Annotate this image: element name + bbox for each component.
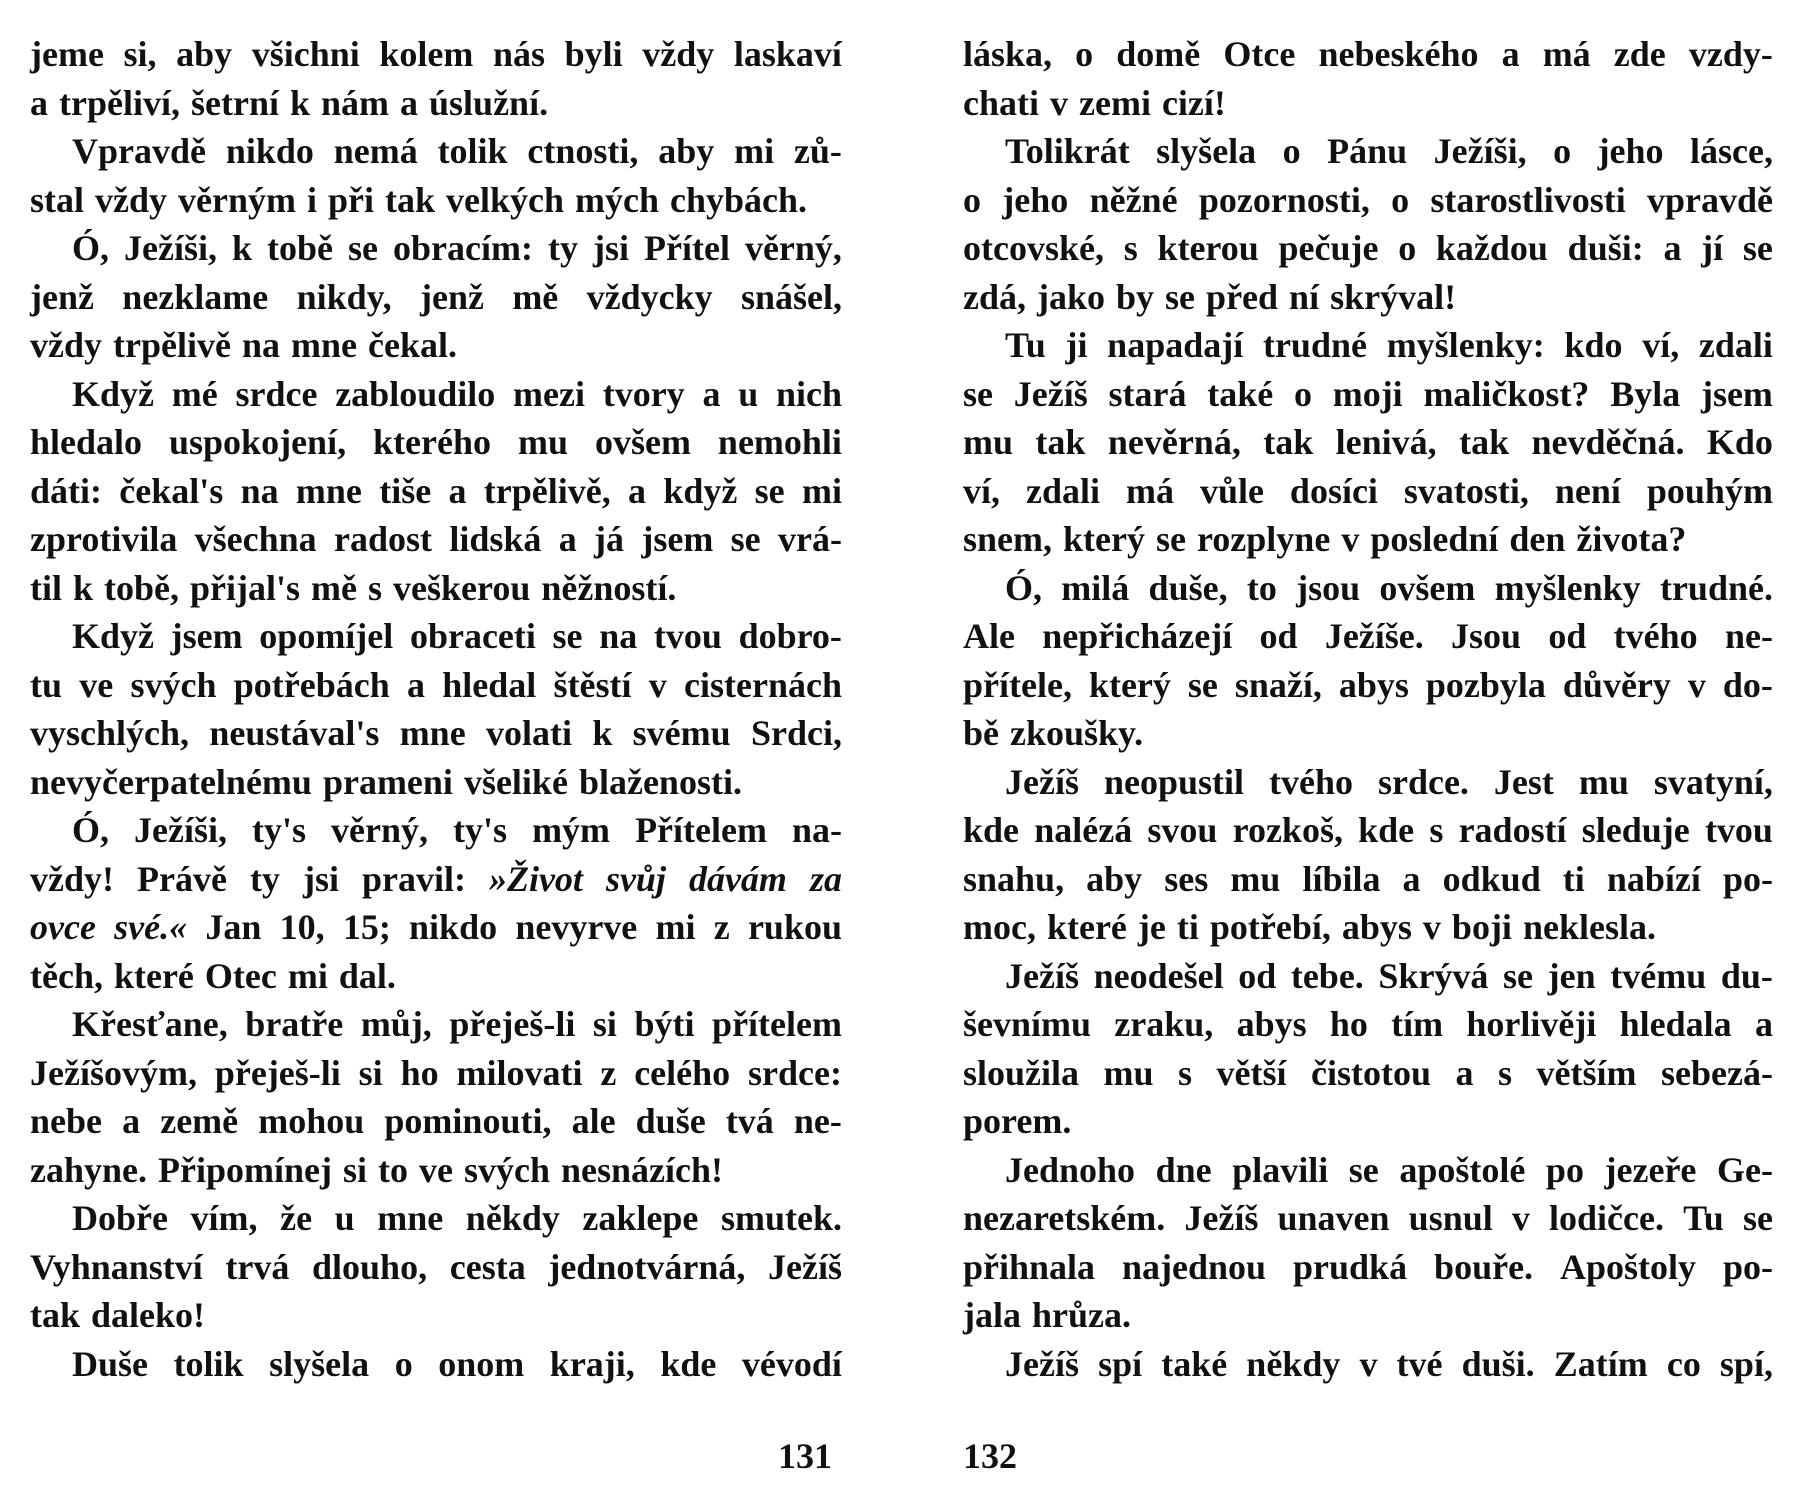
page-number-left: 131 bbox=[778, 1436, 832, 1476]
text-line: kde nalézá svou rozkoš, kde s radostí sleduje tvou bbox=[963, 810, 1773, 850]
text-line: mu tak nevěrná, tak lenivá, tak nevděčná. Kdo bbox=[963, 422, 1773, 462]
text-line: přítele, který se snaží, abys pozbyla důvěry v do- bbox=[963, 664, 1773, 705]
text-line: snem, který se rozplyne v poslední den života? bbox=[963, 519, 1687, 559]
text-line: dáti: čekal's na mne tiše a trpělivě, a když se mi bbox=[30, 470, 842, 511]
text-line: vyschlých, neustával's mne volati k svému Srdci, bbox=[30, 713, 842, 753]
text-line: ovce své.« Jan 10, 15; nikdo nevyrve mi z rukou bbox=[30, 907, 842, 947]
text-line: tak daleko! bbox=[30, 1295, 206, 1335]
text-line: Dobře vím, že u mne někdy zaklepe smutek. bbox=[72, 1198, 842, 1238]
text-line: stal vždy věrným i při tak velkých mých chybách. bbox=[30, 179, 808, 220]
text-line: Ježíš neopustil tvého srdce. Jest mu svatyní, bbox=[1005, 761, 1773, 802]
text-line: Ó, Ježíši, ty's věrný, ty's mým Přítelem na- bbox=[72, 810, 842, 850]
text-line: chati v zemi cizí! bbox=[963, 82, 1226, 123]
text-line: těch, které Otec mi dal. bbox=[30, 955, 396, 996]
text-line: jala hrůza. bbox=[963, 1295, 1131, 1335]
text-line: Ale nepřicházejí od Ježíše. Jsou od tvého ne- bbox=[963, 616, 1773, 656]
text-line: a trpěliví, šetrní k nám a úslužní. bbox=[30, 82, 549, 123]
text-line: přihnala najednou prudká bouře. Apoštoly po- bbox=[963, 1246, 1773, 1287]
text-line: Ó, milá duše, to jsou ovšem myšlenky trudné. bbox=[1005, 567, 1773, 608]
text-line: ví, zdali má vůle dosíci svatosti, není pouhým bbox=[963, 470, 1773, 511]
text-line: vždy! Právě ty jsi pravil: »Život svůj dávám za bbox=[30, 858, 842, 899]
text-line: jenž nezklame nikdy, jenž mě vždycky snášel, bbox=[30, 276, 842, 317]
text-line: jeme si, aby všichni kolem nás byli vždy laskaví bbox=[30, 34, 842, 74]
text-line: zprotivila všechna radost lidská a já jsem se vrá- bbox=[30, 519, 842, 559]
text-line: nebe a země mohou pominouti, ale duše tvá ne- bbox=[30, 1101, 842, 1141]
text-line: Jednoho dne plavili se apoštolé po jezeře Ge- bbox=[1005, 1149, 1773, 1190]
text-line: Duše tolik slyšela o onom kraji, kde vévodí bbox=[72, 1343, 842, 1384]
text-line: Ježíšovým, přeješ-li si ho milovati z celého srdce: bbox=[30, 1052, 842, 1093]
text-line: Vpravdě nikdo nemá tolik ctnosti, aby mi zů- bbox=[72, 131, 842, 171]
right-page bbox=[963, 30, 1773, 1388]
text-line: bě zkoušky. bbox=[963, 713, 1144, 753]
text-line: Když mé srdce zabloudilo mezi tvory a u nich bbox=[72, 373, 842, 414]
text-line: tu ve svých potřebách a hledal štěstí v cisternách bbox=[30, 664, 842, 705]
text-line: zahyne. Připomínej si to ve svých nesnázích! bbox=[30, 1149, 723, 1190]
page-number-right: 132 bbox=[963, 1436, 1017, 1476]
text-line: o jeho něžné pozornosti, o starostlivosti vpravdě bbox=[963, 179, 1773, 220]
text-line: Křesťane, bratře můj, přeješ-li si býti přítelem bbox=[72, 1004, 842, 1044]
text-line: vždy trpělivě na mne čekal. bbox=[30, 325, 457, 365]
text-line: nezaretském. Ježíš unaven usnul v lodičce. Tu se bbox=[963, 1198, 1773, 1238]
text-line: Tu ji napadají trudné myšlenky: kdo ví, zdali bbox=[1005, 325, 1773, 365]
text-line: láska, o domě Otce nebeského a má zde vzdy- bbox=[963, 34, 1773, 74]
text-line: Ó, Ježíši, k tobě se obracím: ty jsi Přítel věrný, bbox=[72, 228, 842, 268]
text-line: Ježíš spí také někdy v tvé duši. Zatím co spí, bbox=[1005, 1343, 1773, 1384]
text-line: otcovské, s kterou pečuje o každou duši: a jí se bbox=[963, 228, 1773, 268]
text-line: til k tobě, přijal's mě s veškerou něžností. bbox=[30, 567, 677, 608]
text-line: Když jsem opomíjel obraceti se na tvou dobro- bbox=[72, 616, 842, 656]
text-line: ševnímu zraku, abys ho tím horlivěji hledala a bbox=[963, 1004, 1773, 1044]
text-line: zdá, jako by se před ní skrýval! bbox=[963, 276, 1457, 317]
text-line: snahu, aby ses mu líbila a odkud ti nabízí po- bbox=[963, 858, 1773, 899]
text-line: moc, které je ti potřebí, abys v boji neklesla. bbox=[963, 907, 1656, 947]
left-page bbox=[30, 30, 842, 1388]
text-line: Ježíš neodešel od tebe. Skrývá se jen tvému du- bbox=[1005, 955, 1773, 996]
text-line: Vyhnanství trvá dlouho, cesta jednotvárná, Ježíš bbox=[30, 1246, 842, 1287]
text-line: se Ježíš stará také o moji maličkost? Byla jsem bbox=[963, 373, 1773, 414]
text-line: sloužila mu s větší čistotou a s větším sebezá- bbox=[963, 1052, 1773, 1093]
text-line: porem. bbox=[963, 1101, 1072, 1141]
text-line: Tolikrát slyšela o Pánu Ježíši, o jeho lásce, bbox=[1005, 131, 1773, 171]
text-line: nevyčerpatelnému prameni všeliké blaženosti. bbox=[30, 761, 742, 802]
text-line: hledalo uspokojení, kterého mu ovšem nemohli bbox=[30, 422, 842, 462]
